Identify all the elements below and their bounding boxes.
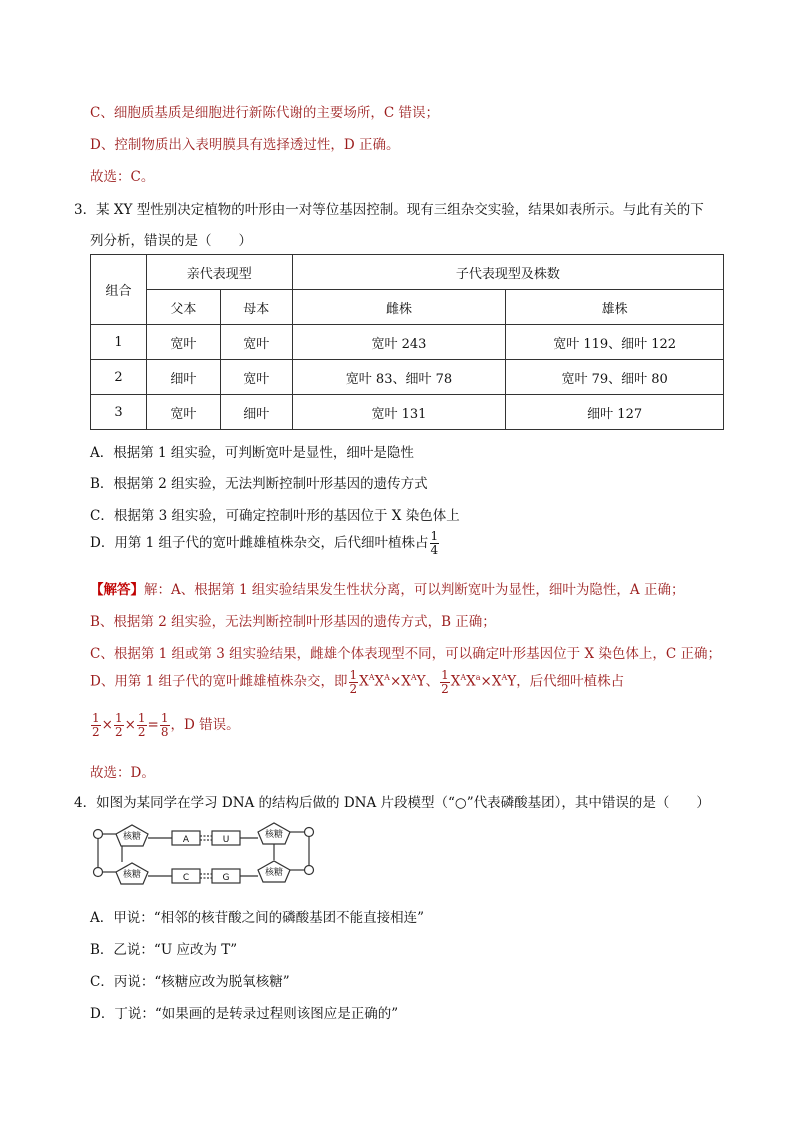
table-header-offspring: 子代表现型及株数 <box>292 255 723 290</box>
table-header-male: 雄株 <box>506 290 724 325</box>
cell-male: 细叶 127 <box>506 395 724 430</box>
q3-solution-c: C、根据第 1 组或第 3 组实验结果，雌雄个体表现型不同，可以确定叶形基因位于 X 染色体上，C 正确； <box>90 646 721 662</box>
cell-group: 2 <box>91 360 147 395</box>
table-header-parent: 亲代表现型 <box>146 255 292 290</box>
table-header-group: 组合 <box>91 255 147 325</box>
prev-option-c: C、细胞质基质是细胞进行新陈代谢的主要场所，C 错误； <box>90 105 439 121</box>
prev-answer: 故选：C。 <box>90 169 155 185</box>
fraction: $\frac{1}{4}$ <box>430 529 439 557</box>
cell-female: 宽叶 83、细叶 78 <box>292 360 506 395</box>
q4-option-d: D．丁说：“如果画的是转录过程则该图应是正确的” <box>90 1006 399 1022</box>
base-label: G <box>222 873 230 883</box>
base-label: U <box>222 835 230 845</box>
q3-option-c: C．根据第 3 组实验，可确定控制叶形的基因位于 X 染色体上 <box>90 508 460 524</box>
sugar-label: 核糖 <box>264 868 284 878</box>
phosphate-circle <box>94 868 103 877</box>
table-row <box>91 360 724 395</box>
phosphate-circle <box>305 828 314 837</box>
q4-stem: 4．如图为某同学在学习 DNA 的结构后做的 DNA 片段模型（“○”代表磷酸基团），其中错误的是（ ） <box>74 795 710 811</box>
q4-option-a: A．甲说：“相邻的核苷酸之间的磷酸基团不能直接相连” <box>90 910 425 926</box>
sugar-label: 核糖 <box>122 832 142 842</box>
cell-male: 宽叶 79、细叶 80 <box>506 360 724 395</box>
cell-mother: 宽叶 <box>220 360 292 395</box>
table-header-father: 父本 <box>146 290 220 325</box>
cell-male: 宽叶 119、细叶 122 <box>506 325 724 360</box>
base-label: A <box>182 835 190 845</box>
sugar-label: 核糖 <box>264 830 284 840</box>
q3-option-d <box>90 530 440 557</box>
cell-father: 宽叶 <box>146 395 220 430</box>
q3-stem-line2: 列分析，错误的是（ ） <box>90 233 252 249</box>
q4-option-c: C．丙说：“核糖应改为脱氧核糖” <box>90 974 290 990</box>
cell-father: 宽叶 <box>146 325 220 360</box>
cell-mother: 细叶 <box>220 395 292 430</box>
q3-solution-a: 【解答】解：A、根据第 1 组实验结果发生性状分离，可以判断宽叶为显性，细叶为隐性，A 正确； <box>90 582 685 598</box>
q3-answer: 故选：D。 <box>90 765 155 781</box>
table-header-female: 雌株 <box>292 290 506 325</box>
phosphate-circle <box>305 866 314 875</box>
q3-stem-line1: 3．某 XY 型性别决定植物的叶形由一对等位基因控制。现有三组杂交实验，结果如表所示。与此有关的下 <box>74 202 704 218</box>
q3-option-d-text: D．用第 1 组子代的宽叶雌雄植株杂交，后代细叶植株占 <box>90 535 429 551</box>
q3-option-b: B．根据第 2 组实验，无法判断控制叶形基因的遗传方式 <box>90 476 428 492</box>
sugar-label: 核糖 <box>122 870 142 880</box>
cell-female: 宽叶 131 <box>292 395 506 430</box>
table-header-mother: 母本 <box>220 290 292 325</box>
q3-option-a: A．根据第 1 组实验，可判断宽叶是显性，细叶是隐性 <box>90 445 414 461</box>
q4-option-b: B．乙说：“U 应改为 T” <box>90 942 238 958</box>
cell-group: 3 <box>91 395 147 430</box>
base-label: C <box>182 873 190 883</box>
prev-option-d: D、控制物质出入表明膜具有选择透过性，D 正确。 <box>90 137 400 153</box>
q3-solution-b: B、根据第 2 组实验，无法判断控制叶形基因的遗传方式，B 正确； <box>90 614 496 630</box>
table-row <box>91 325 724 360</box>
dna-model-diagram <box>88 822 328 892</box>
phosphate-circle <box>94 830 103 839</box>
q3-solution-d-calc: $\frac{1}{2}$ × $\frac{1}{2}$ × $\frac{1}{2}$ = $\frac{1}{8}$ ，D 错误。 <box>92 711 240 739</box>
cell-group: 1 <box>91 325 147 360</box>
cell-female: 宽叶 243 <box>292 325 506 360</box>
cell-mother: 宽叶 <box>220 325 292 360</box>
solution-tag: 【解答】 <box>90 582 144 598</box>
cell-father: 细叶 <box>146 360 220 395</box>
q3-table <box>90 254 724 430</box>
table-row <box>91 395 724 430</box>
q3-solution-d: D、用第 1 组子代的宽叶雌雄植株杂交，即 $\frac{1}{2}$ $X^AX^A\times X^AY$、 $\frac{1}{2}$ $X^AX^a\times X^AY$，后代细叶植株占 <box>90 667 625 696</box>
